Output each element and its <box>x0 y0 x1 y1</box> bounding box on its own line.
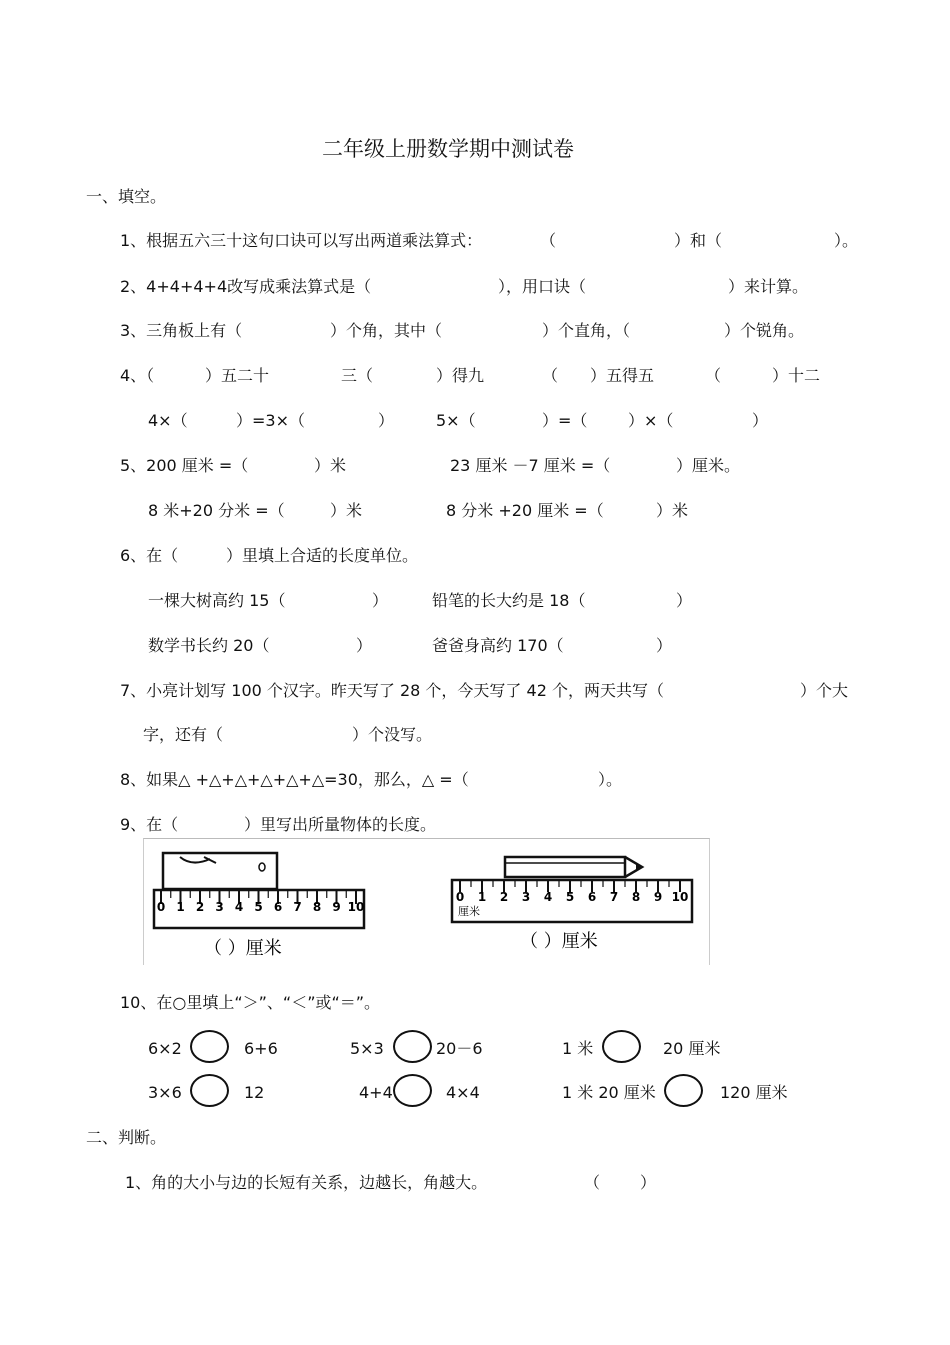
q7-r2-part: ）个没写。 <box>352 725 433 744</box>
compare-circle[interactable] <box>393 1074 432 1107</box>
q4-r2-part: ）=3×（ <box>236 411 305 430</box>
q6-r2-part: 爸爸身高约 170（ <box>432 636 564 655</box>
q7-r1-part: ）个大 <box>800 681 849 700</box>
q6-r1-part: ） <box>676 591 693 610</box>
q5-r1-part: 23 厘米 －7 厘米 =（ <box>450 456 611 475</box>
ruler-2-tick-label: 4 <box>543 890 553 904</box>
ruler-1-tick-label: 4 <box>234 900 244 914</box>
q5-r2-part: 8 分米 +20 厘米 =（ <box>446 501 604 520</box>
q9-text-end: ）里写出所量物体的长度。 <box>244 815 437 834</box>
q7-r1-part: 7、小亮计划写 100 个汉字。昨天写了 28 个，今天写了 42 个，两天共写（ <box>120 681 664 700</box>
q4-r1-part: （ <box>542 366 559 385</box>
q8-text-end: ）。 <box>598 770 623 789</box>
q10-r2-expr: 4+4 <box>359 1083 393 1102</box>
q1-paren-open: （ <box>540 231 557 250</box>
q5-r2-part: 8 米+20 分米 =（ <box>148 501 285 520</box>
ruler-2 <box>452 880 692 922</box>
q5-r1-part: 5、200 厘米 =（ <box>120 456 249 475</box>
q5-r1-part: ）米 <box>314 456 347 475</box>
q10-r2-expr: 120 厘米 <box>720 1083 788 1102</box>
q5-r2-part: ）米 <box>330 501 363 520</box>
ruler-2-tick-label: 8 <box>631 890 641 904</box>
q4-r2-part: 4×（ <box>148 411 188 430</box>
ruler-1-tick-label: 1 <box>176 900 185 914</box>
measured-object-1 <box>163 853 277 889</box>
q6-r2-part: ） <box>656 636 673 655</box>
ruler-2-answer-label: （ ）厘米 <box>520 931 598 952</box>
ruler-1-tick-label: 5 <box>254 900 263 914</box>
ruler-2-tick-label: 3 <box>521 890 531 904</box>
q2-text: 2、4+4+4+4改写成乘法算式是（ <box>120 277 372 296</box>
q4-r2-part: ）=（ <box>542 411 588 430</box>
ruler-1-tick-label: 10 <box>347 900 365 914</box>
q4-r2-part: ）×（ <box>628 411 674 430</box>
q6-head: 6、在（ <box>120 546 179 565</box>
ruler-1 <box>154 890 364 928</box>
q7-r2-part: 字，还有（ <box>143 725 224 744</box>
section-heading-judge: 二、判断。 <box>86 1128 167 1147</box>
page-title: 二年级上册数学期中测试卷 <box>322 137 574 161</box>
q4-r1-part: 三（ <box>341 366 374 385</box>
q2-text-mid: ），用口诀（ <box>498 277 587 296</box>
q10-r2-expr: 1 米 20 厘米 <box>562 1083 656 1102</box>
ruler-1-tick-label: 3 <box>215 900 224 914</box>
ruler-2-tick-label: 9 <box>653 890 663 904</box>
q4-r1-part: （ <box>705 366 722 385</box>
ruler-figure <box>143 838 710 965</box>
q10-r2-expr: 4×4 <box>446 1083 480 1102</box>
q8-text: 8、如果△ +△+△+△+△+△=30，那么，△ =（ <box>120 770 469 789</box>
judge-q1-paren-open: （ <box>584 1173 601 1192</box>
q6-r2-part: ） <box>356 636 373 655</box>
ruler-1-tick-label: 6 <box>273 900 283 914</box>
q10-r1-expr: 20－6 <box>436 1039 483 1058</box>
compare-circle[interactable] <box>190 1074 229 1107</box>
q5-r1-part: ）厘米。 <box>676 456 741 475</box>
ruler-2-tick-label: 2 <box>499 890 509 904</box>
ruler-2-tick-label: 1 <box>477 890 487 904</box>
compare-circle[interactable] <box>190 1030 229 1063</box>
ruler-1-tick-label: 8 <box>312 900 322 914</box>
q4-r2-part: ） <box>378 411 395 430</box>
q6-r1-part: 一棵大树高约 15（ <box>148 591 286 610</box>
q3-text-b: ）个角，其中（ <box>330 321 443 340</box>
ruler-1-tick-label: 2 <box>195 900 205 914</box>
compare-circle[interactable] <box>393 1030 432 1063</box>
q10-r2-expr: 12 <box>244 1083 265 1102</box>
q1-paren-close: ）。 <box>834 231 859 250</box>
ruler-2-tick-label: 5 <box>565 890 575 904</box>
q1-paren-mid: ）和（ <box>674 231 723 250</box>
q10-r1-expr: 6+6 <box>244 1039 278 1058</box>
q10-r1-expr: 5×3 <box>350 1039 384 1058</box>
q4-r1-part: ）五得五 <box>590 366 655 385</box>
ruler-2-tick-label: 0 <box>455 890 465 904</box>
q10-r1-expr: 6×2 <box>148 1039 182 1058</box>
q5-r2-part: ）米 <box>656 501 689 520</box>
ruler-1-tick-label: 0 <box>156 900 166 914</box>
q4-r1-part: 4、（ <box>120 366 155 385</box>
q10-r2-expr: 3×6 <box>148 1083 182 1102</box>
q3-text-c: ）个直角，（ <box>542 321 631 340</box>
ruler-2-tick-label: 10 <box>671 890 689 904</box>
judge-q1-paren-close: ） <box>640 1173 657 1192</box>
ruler-2-tick-label: 7 <box>609 890 619 904</box>
q6-r2-part: 数学书长约 20（ <box>148 636 270 655</box>
compare-circle[interactable] <box>664 1074 703 1107</box>
ruler-figure-svg <box>144 839 709 965</box>
q4-r1-part: ）十二 <box>772 366 821 385</box>
q9-text: 9、在（ <box>120 815 179 834</box>
ruler-1-tick-label: 9 <box>332 900 341 914</box>
ruler-1-answer-label: （ ）厘米 <box>204 938 282 959</box>
q3-text-d: ）个锐角。 <box>724 321 805 340</box>
q2-text-end: ）来计算。 <box>728 277 809 296</box>
q4-r2-part: 5×（ <box>436 411 476 430</box>
q10-r1-expr: 1 米 <box>562 1039 594 1058</box>
q4-r1-part: ）五二十 <box>205 366 270 385</box>
q4-r1-part: ）得九 <box>436 366 485 385</box>
judge-q1-text: 1、角的大小与边的长短有关系，边越长，角越大。 <box>125 1173 488 1192</box>
compare-circle[interactable] <box>602 1030 641 1063</box>
ruler-2-tick-label: 6 <box>587 890 597 904</box>
q10-r1-expr: 20 厘米 <box>663 1039 721 1058</box>
q4-r2-part: ） <box>752 411 769 430</box>
section-heading-fill-in: 一、填空。 <box>86 187 167 206</box>
q6-head: ）里填上合适的长度单位。 <box>226 546 419 565</box>
q10-head: 10、在○里填上“＞”、“＜”或“＝”。 <box>120 993 381 1012</box>
q1-text: 1、根据五六三十这句口诀可以写出两道乘法算式： <box>120 231 483 250</box>
q6-r1-part: ） <box>372 591 389 610</box>
ruler-2-unit-label: 厘米 <box>458 905 480 918</box>
q3-text: 3、三角板上有（ <box>120 321 243 340</box>
q6-r1-part: 铅笔的长大约是 18（ <box>432 591 586 610</box>
ruler-1-tick-label: 7 <box>293 900 302 914</box>
measured-object-2 <box>505 857 644 877</box>
